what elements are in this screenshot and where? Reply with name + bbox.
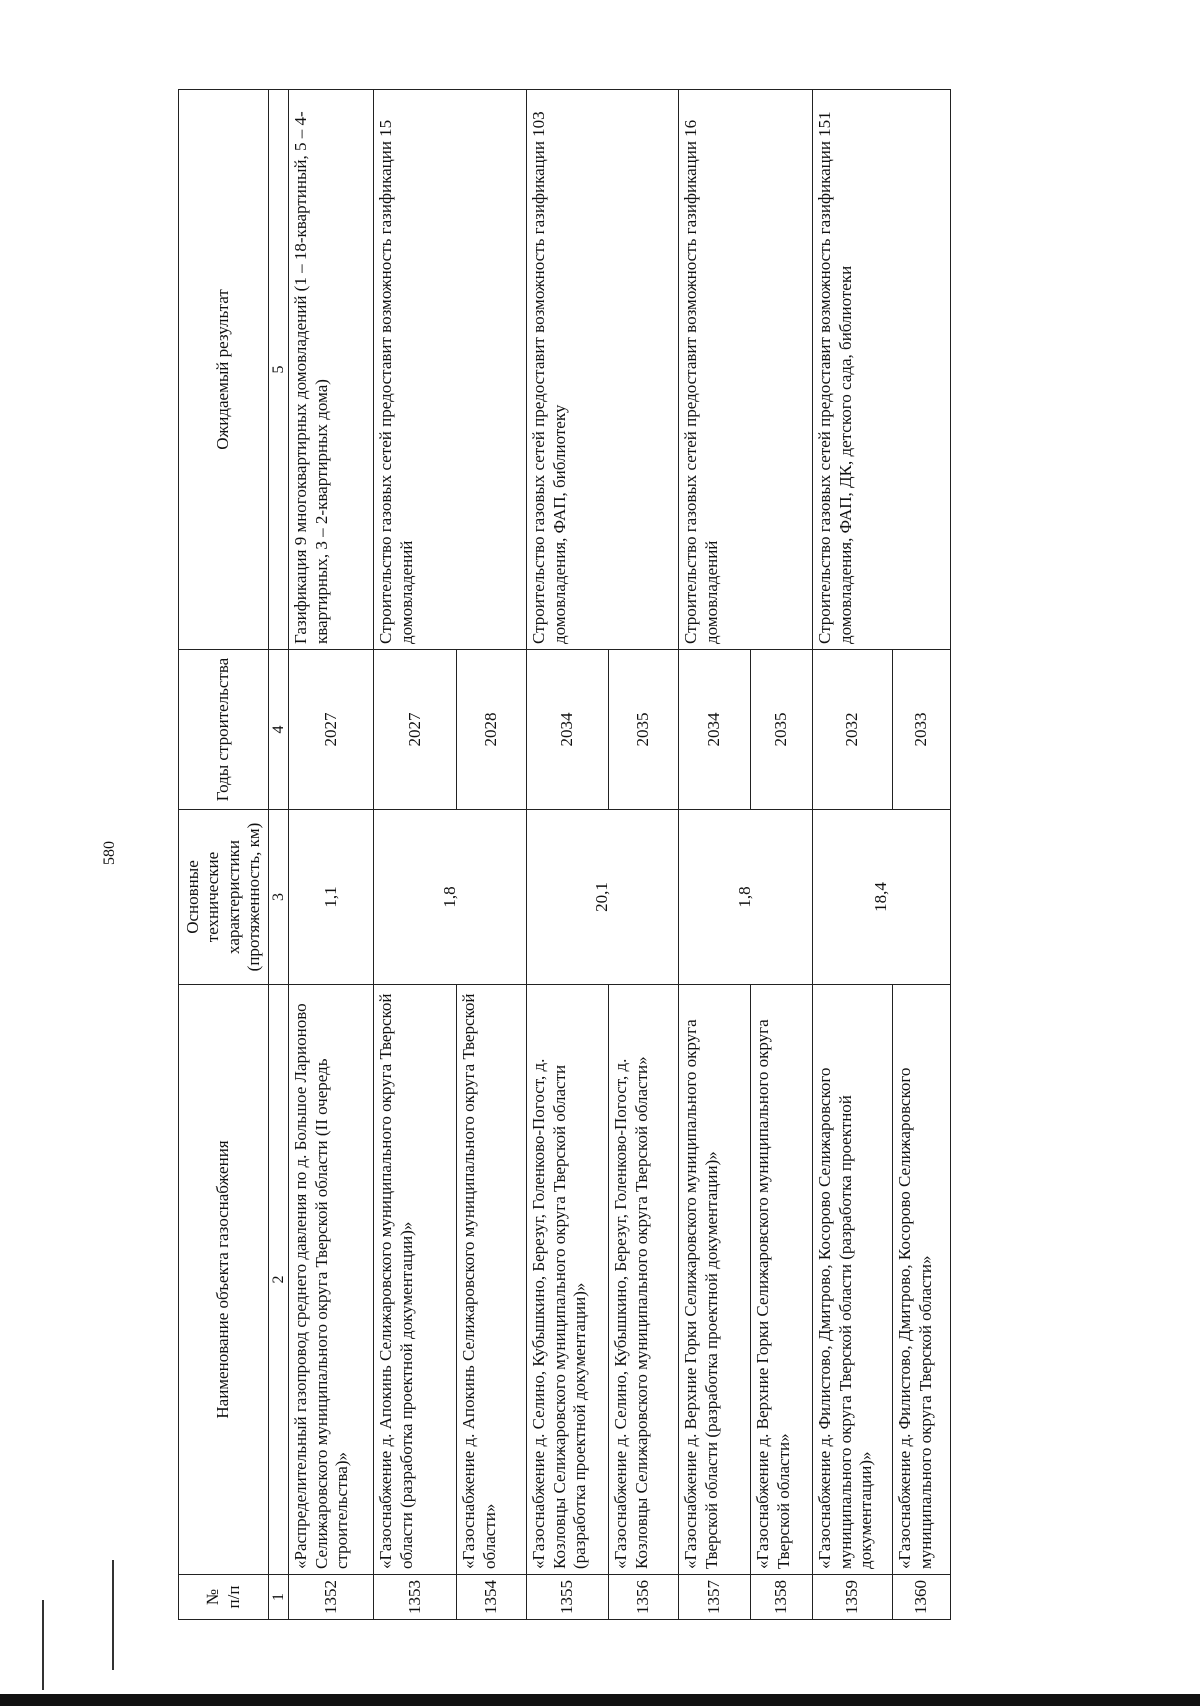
length-km: 1,1 — [289, 810, 374, 985]
length-km: 18,4 — [813, 810, 951, 985]
header-row — [179, 90, 269, 1620]
gas-supply-table — [178, 89, 951, 1620]
header-num: № п/п — [179, 1575, 269, 1620]
row-number: 1360 — [893, 1575, 951, 1620]
construction-year: 2034 — [527, 650, 609, 810]
table-row — [679, 90, 751, 1620]
column-number: 5 — [269, 90, 289, 650]
table-row — [527, 90, 609, 1620]
construction-year: 2033 — [893, 650, 951, 810]
rotated-table-container — [178, 90, 935, 1620]
expected-result: Строительство газовых сетей предоставит возможность газификации 103 домовладения, ФАП, библиотеку — [527, 90, 679, 650]
column-number: 3 — [269, 810, 289, 985]
expected-result: Строительство газовых сетей предоставит возможность газификации 15 домовладений — [374, 90, 527, 650]
row-number: 1356 — [609, 1575, 679, 1620]
page-number: 580 — [101, 841, 118, 865]
row-number: 1359 — [813, 1575, 893, 1620]
object-name: «Газоснабжение д. Селино, Кубышкино, Березуг, Голенково-Погост, д. Козловцы Селижаровского муниципального округа Тверской области» — [609, 985, 679, 1575]
table-row — [374, 90, 457, 1620]
object-name: «Газоснабжение д. Верхние Горки Селижаровского муниципального округа Тверской области» — [751, 985, 813, 1575]
object-name: «Газоснабжение д. Апокинь Селижаровского муниципального округа Тверской области (разработка проектной документации)» — [374, 985, 457, 1575]
row-number: 1352 — [289, 1575, 374, 1620]
expected-result: Строительство газовых сетей предоставит возможность газификации 16 домовладений — [679, 90, 813, 650]
expected-result: Строительство газовых сетей предоставит возможность газификации 151 домовладения, ФАП, ДК, детского сада, библиотеки — [813, 90, 951, 650]
construction-year: 2035 — [609, 650, 679, 810]
column-number: 2 — [269, 985, 289, 1575]
object-name: «Газоснабжение д. Верхние Горки Селижаровского муниципального округа Тверской области (разработка проектной документации)» — [679, 985, 751, 1575]
length-km: 1,8 — [374, 810, 527, 985]
row-number: 1357 — [679, 1575, 751, 1620]
scan-mark — [112, 1560, 114, 1670]
scan-mark — [42, 1600, 44, 1690]
header-years: Годы строительства — [179, 650, 269, 810]
length-km: 20,1 — [527, 810, 679, 985]
column-number: 1 — [269, 1575, 289, 1620]
column-number-row — [269, 90, 289, 1620]
column-number: 4 — [269, 650, 289, 810]
construction-year: 2032 — [813, 650, 893, 810]
object-name: «Газоснабжение д. Селино, Кубышкино, Березуг, Голенково-Погост, д. Козловцы Селижаровского муниципального округа Тверской области (разработка проектной документации)» — [527, 985, 609, 1575]
table-row — [289, 90, 374, 1620]
scan-bottom-edge — [0, 1694, 1200, 1706]
construction-year: 2027 — [289, 650, 374, 810]
row-number: 1354 — [457, 1575, 527, 1620]
construction-year: 2035 — [751, 650, 813, 810]
row-number: 1353 — [374, 1575, 457, 1620]
object-name: «Газоснабжение д. Апокинь Селижаровского муниципального округа Тверской области» — [457, 985, 527, 1575]
row-number: 1358 — [751, 1575, 813, 1620]
expected-result: Газификация 9 многоквартирных домовладений (1 – 18-квартиный, 5 – 4-квартирных, 3 – 2-квартирных дома) — [289, 90, 374, 650]
table-row — [813, 90, 893, 1620]
header-name: Наименование объекта газоснабжения — [179, 985, 269, 1575]
row-number: 1355 — [527, 1575, 609, 1620]
object-name: «Распределительный газопровод среднего давления по д. Большое Ларионово Селижаровского муниципального округа Тверской области (II очередь строительства)» — [289, 985, 374, 1575]
length-km: 1,8 — [679, 810, 813, 985]
object-name: «Газоснабжение д. Филистово, Дмитрово, Косорово Селижаровского муниципального округа Тверской области» — [893, 985, 951, 1575]
header-result: Ожидаемый результат — [179, 90, 269, 650]
construction-year: 2027 — [374, 650, 457, 810]
header-length: Основные технические характеристики (протяженность, км) — [179, 810, 269, 985]
construction-year: 2034 — [679, 650, 751, 810]
construction-year: 2028 — [457, 650, 527, 810]
object-name: «Газоснабжение д. Филистово, Дмитрово, Косорово Селижаровского муниципального округа Тверской области (разработка проектной документации)» — [813, 985, 893, 1575]
